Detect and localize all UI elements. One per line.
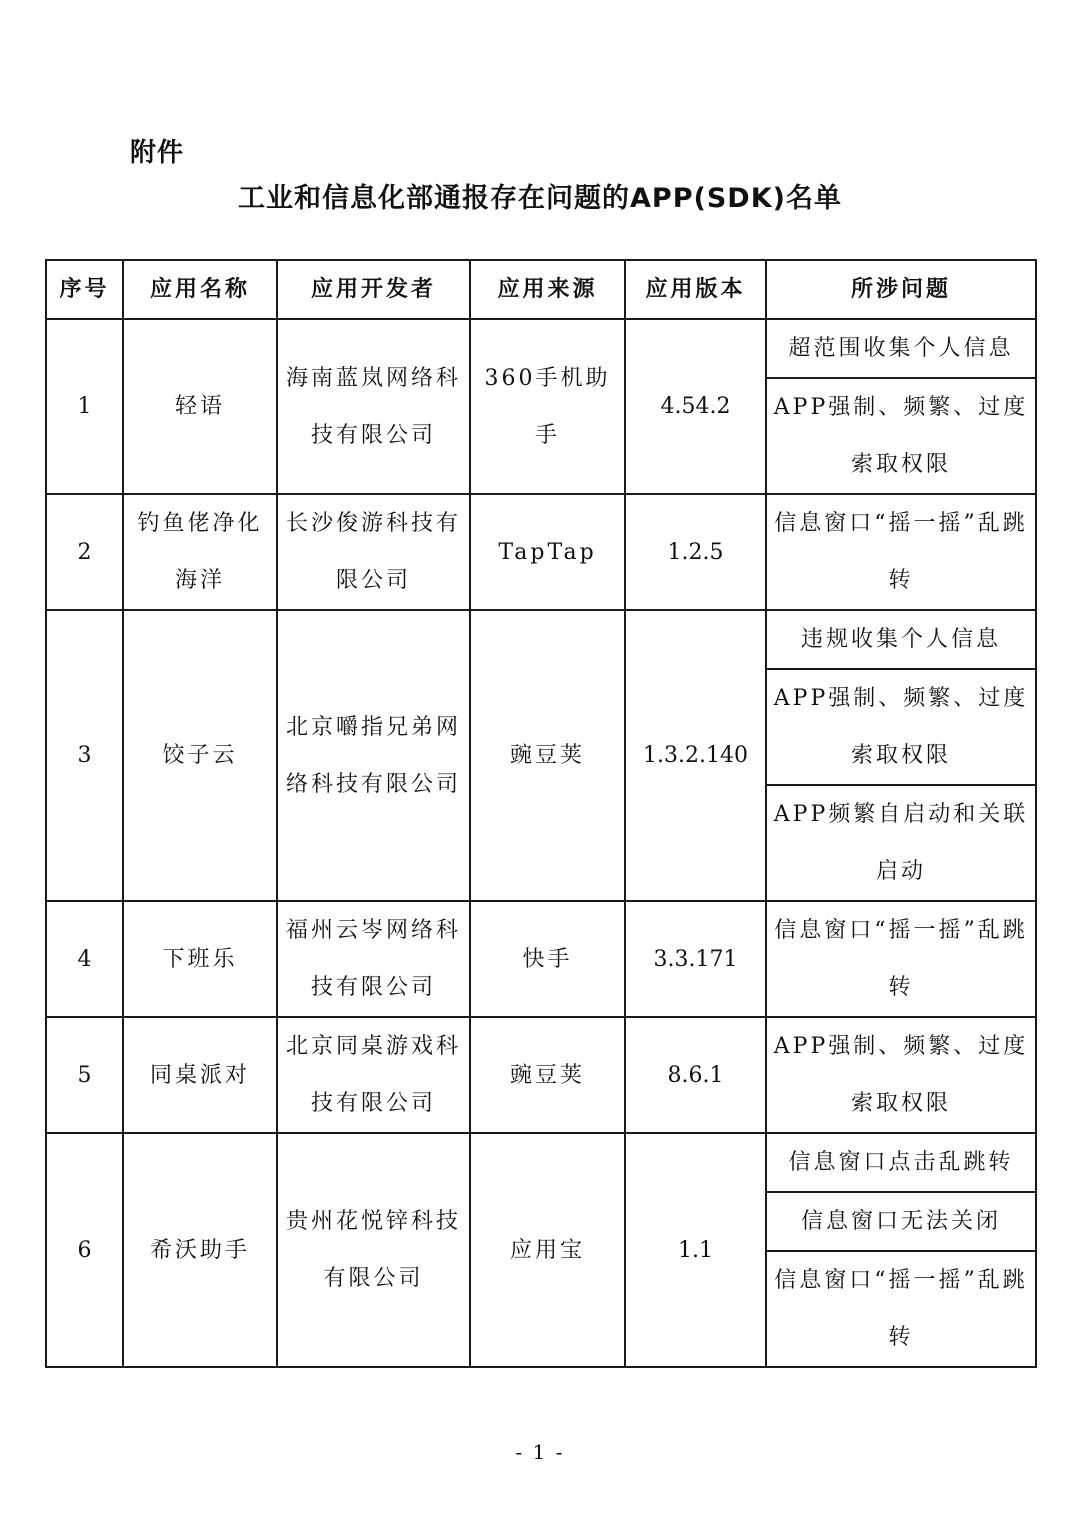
row-developer: 北京嚼指兄弟网络科技有限公司 [277,610,470,901]
row-issue: 信息窗口“摇一摇”乱跳转 [766,1251,1036,1367]
table-row [46,1133,1036,1192]
row-version: 1.1 [625,1133,766,1367]
row-app-name: 下班乐 [123,901,277,1017]
row-app-name: 同桌派对 [123,1017,277,1133]
row-version: 3.3.171 [625,901,766,1017]
table-row [46,610,1036,669]
row-developer: 贵州花悦锌科技有限公司 [277,1133,470,1367]
row-source: 应用宝 [470,1133,625,1367]
row-seq: 4 [46,901,123,1017]
document-title: 工业和信息化部通报存在问题的APP(SDK)名单 [238,183,842,214]
row-developer: 北京同桌游戏科技有限公司 [277,1017,470,1133]
row-issue: APP强制、频繁、过度索取权限 [766,378,1036,494]
row-issue: 信息窗口“摇一摇”乱跳转 [766,494,1036,610]
row-version: 1.3.2.140 [625,610,766,901]
row-developer: 海南蓝岚网络科技有限公司 [277,319,470,494]
row-issue: APP强制、频繁、过度索取权限 [766,669,1036,785]
table-header-row [46,260,1036,319]
row-source: TapTap [470,494,625,610]
table-row [46,1017,1036,1133]
attachment-label: 附件 [130,138,185,168]
header-issues: 所涉问题 [766,260,1036,319]
table-row [46,494,1036,610]
header-seq: 序号 [46,260,123,319]
row-issue: APP频繁自启动和关联启动 [766,785,1036,901]
row-version: 1.2.5 [625,494,766,610]
row-issue: 超范围收集个人信息 [766,319,1036,378]
row-seq: 1 [46,319,123,494]
row-seq: 2 [46,494,123,610]
header-version: 应用版本 [625,260,766,319]
row-developer: 长沙俊游科技有限公司 [277,494,470,610]
row-app-name: 希沃助手 [123,1133,277,1367]
header-developer: 应用开发者 [277,260,470,319]
row-issue: 信息窗口“摇一摇”乱跳转 [766,901,1036,1017]
row-version: 8.6.1 [625,1017,766,1133]
row-source: 豌豆荚 [470,1017,625,1133]
row-source: 快手 [470,901,625,1017]
row-seq: 3 [46,610,123,901]
table-row [46,901,1036,1017]
header-source: 应用来源 [470,260,625,319]
row-app-name: 饺子云 [123,610,277,901]
row-issue: 信息窗口无法关闭 [766,1192,1036,1251]
table-row [46,319,1036,378]
row-app-name: 轻语 [123,319,277,494]
row-issue: 信息窗口点击乱跳转 [766,1133,1036,1192]
row-version: 4.54.2 [625,319,766,494]
row-app-name: 钓鱼佬净化海洋 [123,494,277,610]
row-source: 豌豆荚 [470,610,625,901]
row-developer: 福州云岑网络科技有限公司 [277,901,470,1017]
header-app-name: 应用名称 [123,260,277,319]
row-issue: APP强制、频繁、过度索取权限 [766,1017,1036,1133]
row-issue: 违规收集个人信息 [766,610,1036,669]
page-number: - 1 - [515,1440,565,1464]
row-source: 360手机助手 [470,319,625,494]
row-seq: 6 [46,1133,123,1367]
app-list-table [45,259,1037,1368]
row-seq: 5 [46,1017,123,1133]
